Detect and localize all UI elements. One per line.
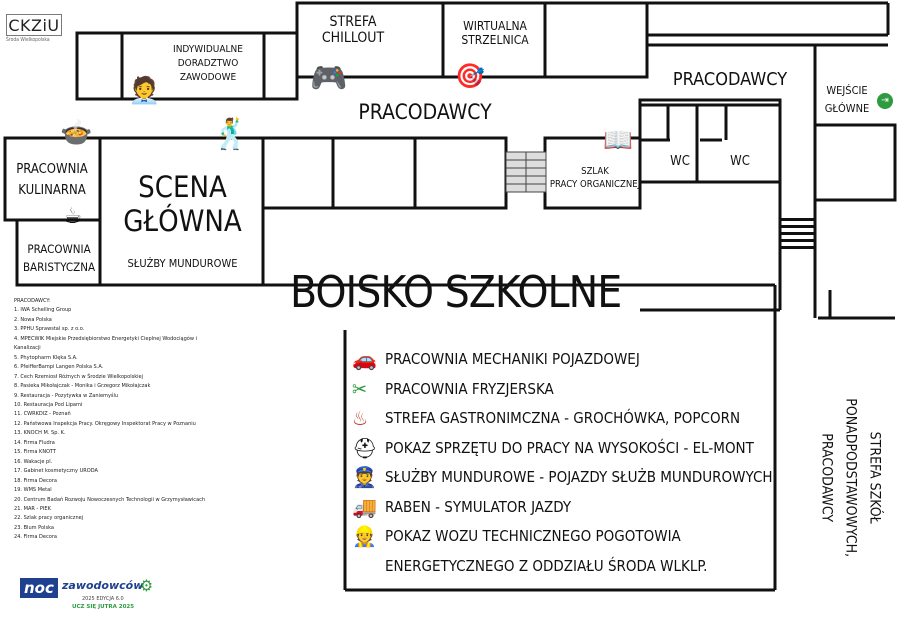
employer-item: 14. Firma Fludra: [14, 439, 55, 446]
employer-item: 17. Gabinet kosmetyczny URODA: [14, 468, 98, 475]
legend-label: POKAZ WOZU TECHNICZNEGO POGOTOWIA: [385, 527, 681, 545]
employer-item: 4. MPECWIK Miejskie Przedsiębiorstwo Energetyki Cieplnej Wodociągów i: [14, 335, 197, 342]
employer-item: 5. Phytopharm Klęka S.A.: [14, 354, 78, 361]
gamepad-icon: 🎮: [310, 61, 348, 96]
employer-item: 15. Firma KNOTT: [14, 449, 57, 456]
room-wirtualna-strzelnica: WIRTUALNA STRZELNICA: [461, 19, 529, 47]
room-sluzby: SŁUŻBY MUNDUROWE: [127, 257, 238, 270]
book-icon: 📖: [603, 126, 633, 154]
ckziu-logo: [6, 14, 62, 46]
logo-zawodowcow: zawodowców: [62, 579, 144, 592]
employer-item: 10. Restauracja Pod Lipami: [14, 401, 83, 408]
entrance-icon: ⇥: [877, 93, 893, 109]
logo-text: CKZiU: [6, 14, 62, 36]
boisko-title: BOISKO SZKOLNE: [290, 267, 622, 318]
room-doradztwo: INDYWIDUALNE DORADZTWO ZAWODOWE: [173, 44, 243, 83]
legend-label: ENERGETYCZNEGO Z ODDZIAŁU ŚRODA WLKLP.: [385, 556, 708, 575]
legend-item: [352, 552, 752, 582]
logo-slogan: UCZ SIĘ JUTRA 2025: [72, 604, 135, 610]
legend-label: RABEN - SYMULATOR JAZDY: [385, 497, 572, 516]
room-baristyczna: PRACOWNIA BARISTYCZNA: [22, 242, 96, 275]
room-kulinarna: PRACOWNIA KULINARNA: [16, 162, 88, 198]
logo-subtitle: Środa Wielkopolska: [6, 37, 50, 43]
counseling-icon: 🧑‍💼: [128, 76, 161, 106]
employer-item: 23. Blum Polska: [14, 524, 54, 531]
legend-item: [352, 493, 752, 523]
employers-title: PRACODAWCY:: [14, 298, 51, 304]
legend-item: [352, 404, 752, 434]
room-wc2: WC: [730, 154, 750, 169]
employer-item: 24. Firma Decora: [14, 534, 58, 541]
employer-item: 8. Pasieka Mikołajczak - Monika i Grzegorz Mikołajczak: [14, 383, 151, 390]
legend: [352, 345, 773, 581]
room-pracodawcy-right: PRACODAWCY: [672, 69, 788, 90]
technician-icon: 👷: [352, 524, 377, 548]
employer-item: 9. Restauracja - Pozytywka w Zaniemyślu: [14, 392, 119, 399]
logo-noc: noc: [20, 578, 58, 598]
employer-item: 22. Szlak pracy organicznej: [14, 515, 84, 522]
legend-item: [352, 345, 752, 375]
room-scena: SCENA GŁÓWNA: [123, 170, 242, 239]
legend-label: POKAZ SPRZĘTU DO PRACY NA WYSOKOŚCI - EL-MONT: [385, 438, 754, 457]
room-strefa-chillout: STREFA CHILLOUT: [321, 14, 385, 47]
mechanic-icon: 🚗: [352, 347, 377, 371]
employer-item: 1. IWA Schelling Group: [14, 307, 72, 314]
room-wc1: WC: [670, 154, 690, 169]
legend-label: PRACOWNIA FRYZJERSKA: [385, 379, 554, 398]
employer-item: 18. Firma Decora: [14, 477, 58, 484]
dancer-icon: 🕺: [212, 117, 250, 152]
legend-label: STREFA GASTRONIMCZNA - GROCHÓWKA, POPCORN: [385, 409, 741, 427]
employer-item: 6. PfeifferBampi Langen Polska S.A.: [14, 364, 104, 371]
room-pracodawcy-center: PRACODAWCY: [358, 100, 492, 124]
cooking-icon: 🍲: [60, 118, 93, 148]
employer-item: 7. Cech Rzemiosł Różnych w Środzie Wielkopolskiej: [14, 373, 144, 380]
employer-item: Kanalizacji: [14, 345, 41, 352]
legend-label: SŁUŻBY MUNDUROWE - POJAZDY SŁUŻB MUNDUROWYCH: [385, 468, 773, 486]
legend-label: PRACOWNIA MECHANIKI POJAZDOWEJ: [385, 350, 640, 368]
employer-item: 16. Wakacje pl.: [14, 458, 53, 465]
legend-item: [352, 375, 752, 405]
gear-icon: ⚙: [140, 576, 153, 595]
strefa-szkol-label: STREFA SZKÓŁ PONADPODSTAWOWYCH, PRACODAWCY: [819, 398, 883, 558]
employer-item: 20. Centrum Badań Rozwoju Nowoczesnych Technologii w Grzymysławicach: [14, 496, 206, 503]
employers-list: [14, 297, 244, 543]
police-officer-icon: 👮: [352, 465, 377, 489]
harness-icon: ⛑: [352, 435, 378, 460]
employer-item: 19. WMS Metal: [14, 487, 52, 494]
employer-item: 12. Państwowa Inspekcja Pracy. Okręgowy Inspektorat Pracy w Poznaniu: [14, 420, 196, 427]
employer-item: 11. CWRKDIZ - Poznań: [14, 411, 71, 418]
scissors-icon: ✂: [352, 376, 368, 401]
target-icon: 🎯: [455, 62, 485, 90]
grill-icon: ♨: [352, 406, 369, 430]
room-wejscie: WEJŚCIE GŁÓWNE: [824, 84, 870, 115]
legend-item: [352, 434, 752, 464]
employer-item: 21. MAR - PIEK: [14, 505, 51, 512]
room-szlak: SZLAK PRACY ORGANICZNEJ: [549, 166, 641, 190]
legend-item: [352, 522, 752, 552]
coffee-icon: ☕: [64, 204, 82, 229]
noc-zawodowcow-logo: [20, 574, 160, 614]
employer-item: 13. KNOCH M. Sp. K.: [14, 430, 66, 437]
driving-simulator-icon: 🚚: [352, 494, 377, 519]
logo-edition: 2025 EDYCJA 6.0: [82, 596, 124, 602]
legend-item: [352, 463, 773, 493]
employer-item: 2. Nowa Polska: [14, 316, 52, 323]
employer-item: 3. PPHU Sprawstal sp. z o.o.: [14, 326, 85, 333]
